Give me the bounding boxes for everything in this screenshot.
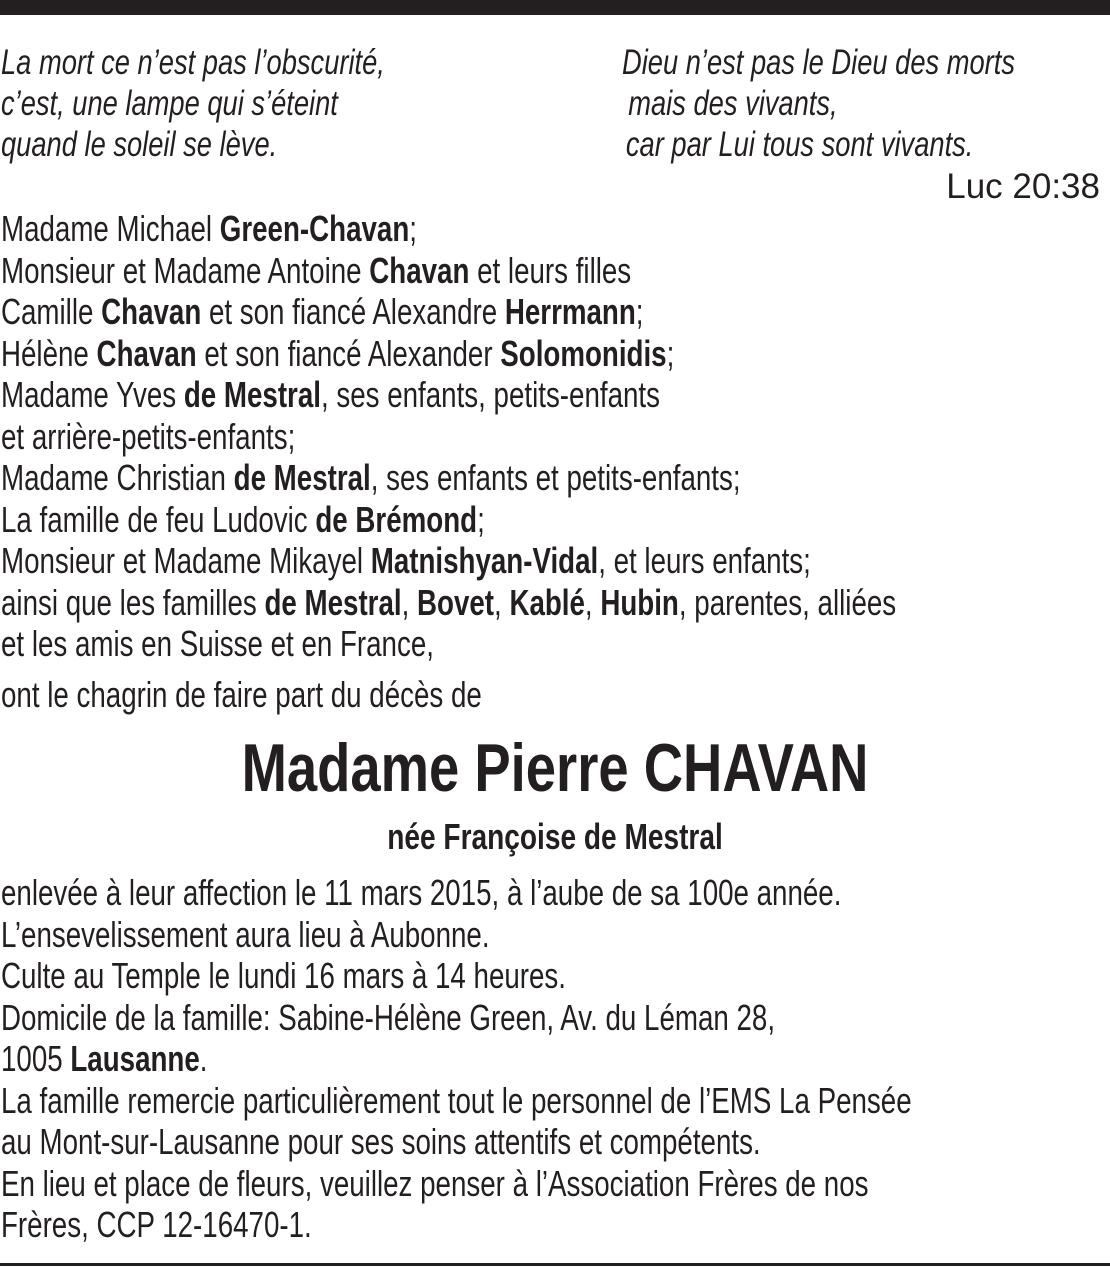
family-name: de Mestral <box>264 581 402 623</box>
family-line <box>1 499 1094 541</box>
maiden-name: née Françoise de Mestral <box>387 816 723 857</box>
family-line <box>1 291 1094 333</box>
text-segment: 1005 <box>1 1038 71 1079</box>
family-name: de Mestral <box>183 374 321 415</box>
bottom-rule <box>0 1263 1110 1266</box>
family-name: Matnishyan-Vidal <box>370 540 599 581</box>
text-segment: Hélène <box>1 332 97 374</box>
deceased-name: Madame Pierre CHAVAN <box>241 730 869 806</box>
top-rule <box>0 0 1110 15</box>
text-segment: ; <box>666 332 675 374</box>
family-name: Kablé <box>509 581 585 623</box>
detail-line <box>1 872 1094 914</box>
text-segment: et leurs filles <box>469 249 632 291</box>
family-line <box>1 540 1094 582</box>
verse-right-line: mais des vivants, <box>628 84 838 123</box>
family-name: Herrmann <box>504 291 636 332</box>
text-segment: , ses enfants et petits-enfants; <box>370 457 741 498</box>
text-segment: au Mont-sur-Lausanne pour ses soins attentifs et compétents. <box>1 1121 761 1162</box>
text-segment: ; <box>409 208 417 249</box>
family-name: de Mestral <box>233 457 371 498</box>
family-line <box>1 208 1094 250</box>
text-segment: Monsieur et Madame Mikayel <box>1 540 371 581</box>
detail-line <box>1 914 1094 956</box>
text-segment: . <box>199 1038 208 1079</box>
text-segment: Domicile de la famille: Sabine-Hélène Green, Av. du Léman 28, <box>1 996 776 1038</box>
family-line <box>1 374 1094 416</box>
announcement-text: ont le chagrin de faire part du décès de <box>1 674 482 715</box>
family-line <box>1 457 1094 499</box>
family-name: Hubin <box>600 581 679 623</box>
text-segment: enlevée à leur affection le 11 mars 2015, à l’aube de sa 100e année. <box>1 872 842 913</box>
verse-right <box>622 42 1015 165</box>
family-name: Chavan <box>96 332 197 374</box>
text-segment: , ses enfants, petits-enfants <box>320 374 660 415</box>
family-line <box>1 623 1094 665</box>
detail-line <box>1 1204 1094 1246</box>
verse-reference: Luc 20:38 <box>946 167 1100 206</box>
family-name: Bovet <box>417 581 495 623</box>
text-segment: , <box>401 581 418 623</box>
text-segment: et son fiancé Alexandre <box>201 291 505 332</box>
verse-left-line: quand le soleil se lève. <box>1 125 278 164</box>
detail-line <box>1 997 1094 1039</box>
text-segment: Camille <box>1 291 102 332</box>
verse-left-line: c’est, une lampe qui s’éteint <box>1 84 338 123</box>
family-list <box>1 208 1094 665</box>
text-segment: L’ensevelissement aura lieu à Aubonne. <box>1 913 490 955</box>
text-segment: Madame Christian <box>1 457 234 498</box>
family-name: Chavan <box>101 291 202 332</box>
verse-right-line: Dieu n’est pas le Dieu des morts <box>622 43 1015 82</box>
family-name: Lausanne <box>70 1038 200 1079</box>
detail-line <box>1 955 1094 997</box>
text-segment: Madame Yves <box>1 374 184 415</box>
text-segment: , parentes, alliées <box>678 581 897 623</box>
text-segment: ; <box>635 291 644 332</box>
verse-left <box>1 42 385 165</box>
text-segment: et arrière-petits-enfants; <box>1 415 296 457</box>
family-name: Chavan <box>369 249 470 291</box>
family-line <box>1 582 1094 624</box>
text-segment: ainsi que les familles <box>1 581 265 623</box>
family-line <box>1 416 1094 458</box>
verse-right-line: car par Lui tous sont vivants. <box>625 125 974 164</box>
detail-line <box>1 1080 1094 1122</box>
family-name: Green-Chavan <box>219 208 410 249</box>
verse-left-line: La mort ce n’est pas l’obscurité, <box>1 43 385 82</box>
funeral-details <box>1 872 1094 1246</box>
detail-line <box>1 1038 1094 1080</box>
text-segment: , et leurs enfants; <box>598 540 811 581</box>
text-segment: La famille de feu Ludovic <box>1 498 316 540</box>
text-segment: , <box>584 581 601 623</box>
text-segment: ; <box>477 498 485 540</box>
text-segment: Monsieur et Madame Antoine <box>1 249 370 291</box>
text-segment: et les amis en Suisse et en France, <box>1 623 434 664</box>
family-name: de Brémond <box>315 498 478 540</box>
family-line <box>1 333 1094 375</box>
text-segment: Culte au Temple le lundi 16 mars à 14 heures. <box>1 955 566 996</box>
family-line <box>1 250 1094 292</box>
detail-line <box>1 1121 1094 1163</box>
text-segment: Madame Michael <box>1 208 220 249</box>
text-segment: et son fiancé Alexander <box>196 332 501 374</box>
text-segment: En lieu et place de fleurs, veuillez penser à l’Association Frères de nos <box>1 1162 869 1204</box>
detail-line <box>1 1163 1094 1205</box>
text-segment: Frères, CCP 12-16470-1. <box>1 1204 312 1245</box>
text-segment: , <box>494 581 510 623</box>
family-name: Solomonidis <box>500 332 667 374</box>
text-segment: La famille remercie particulièrement tout le personnel de l’EMS La Pensée <box>1 1079 912 1121</box>
